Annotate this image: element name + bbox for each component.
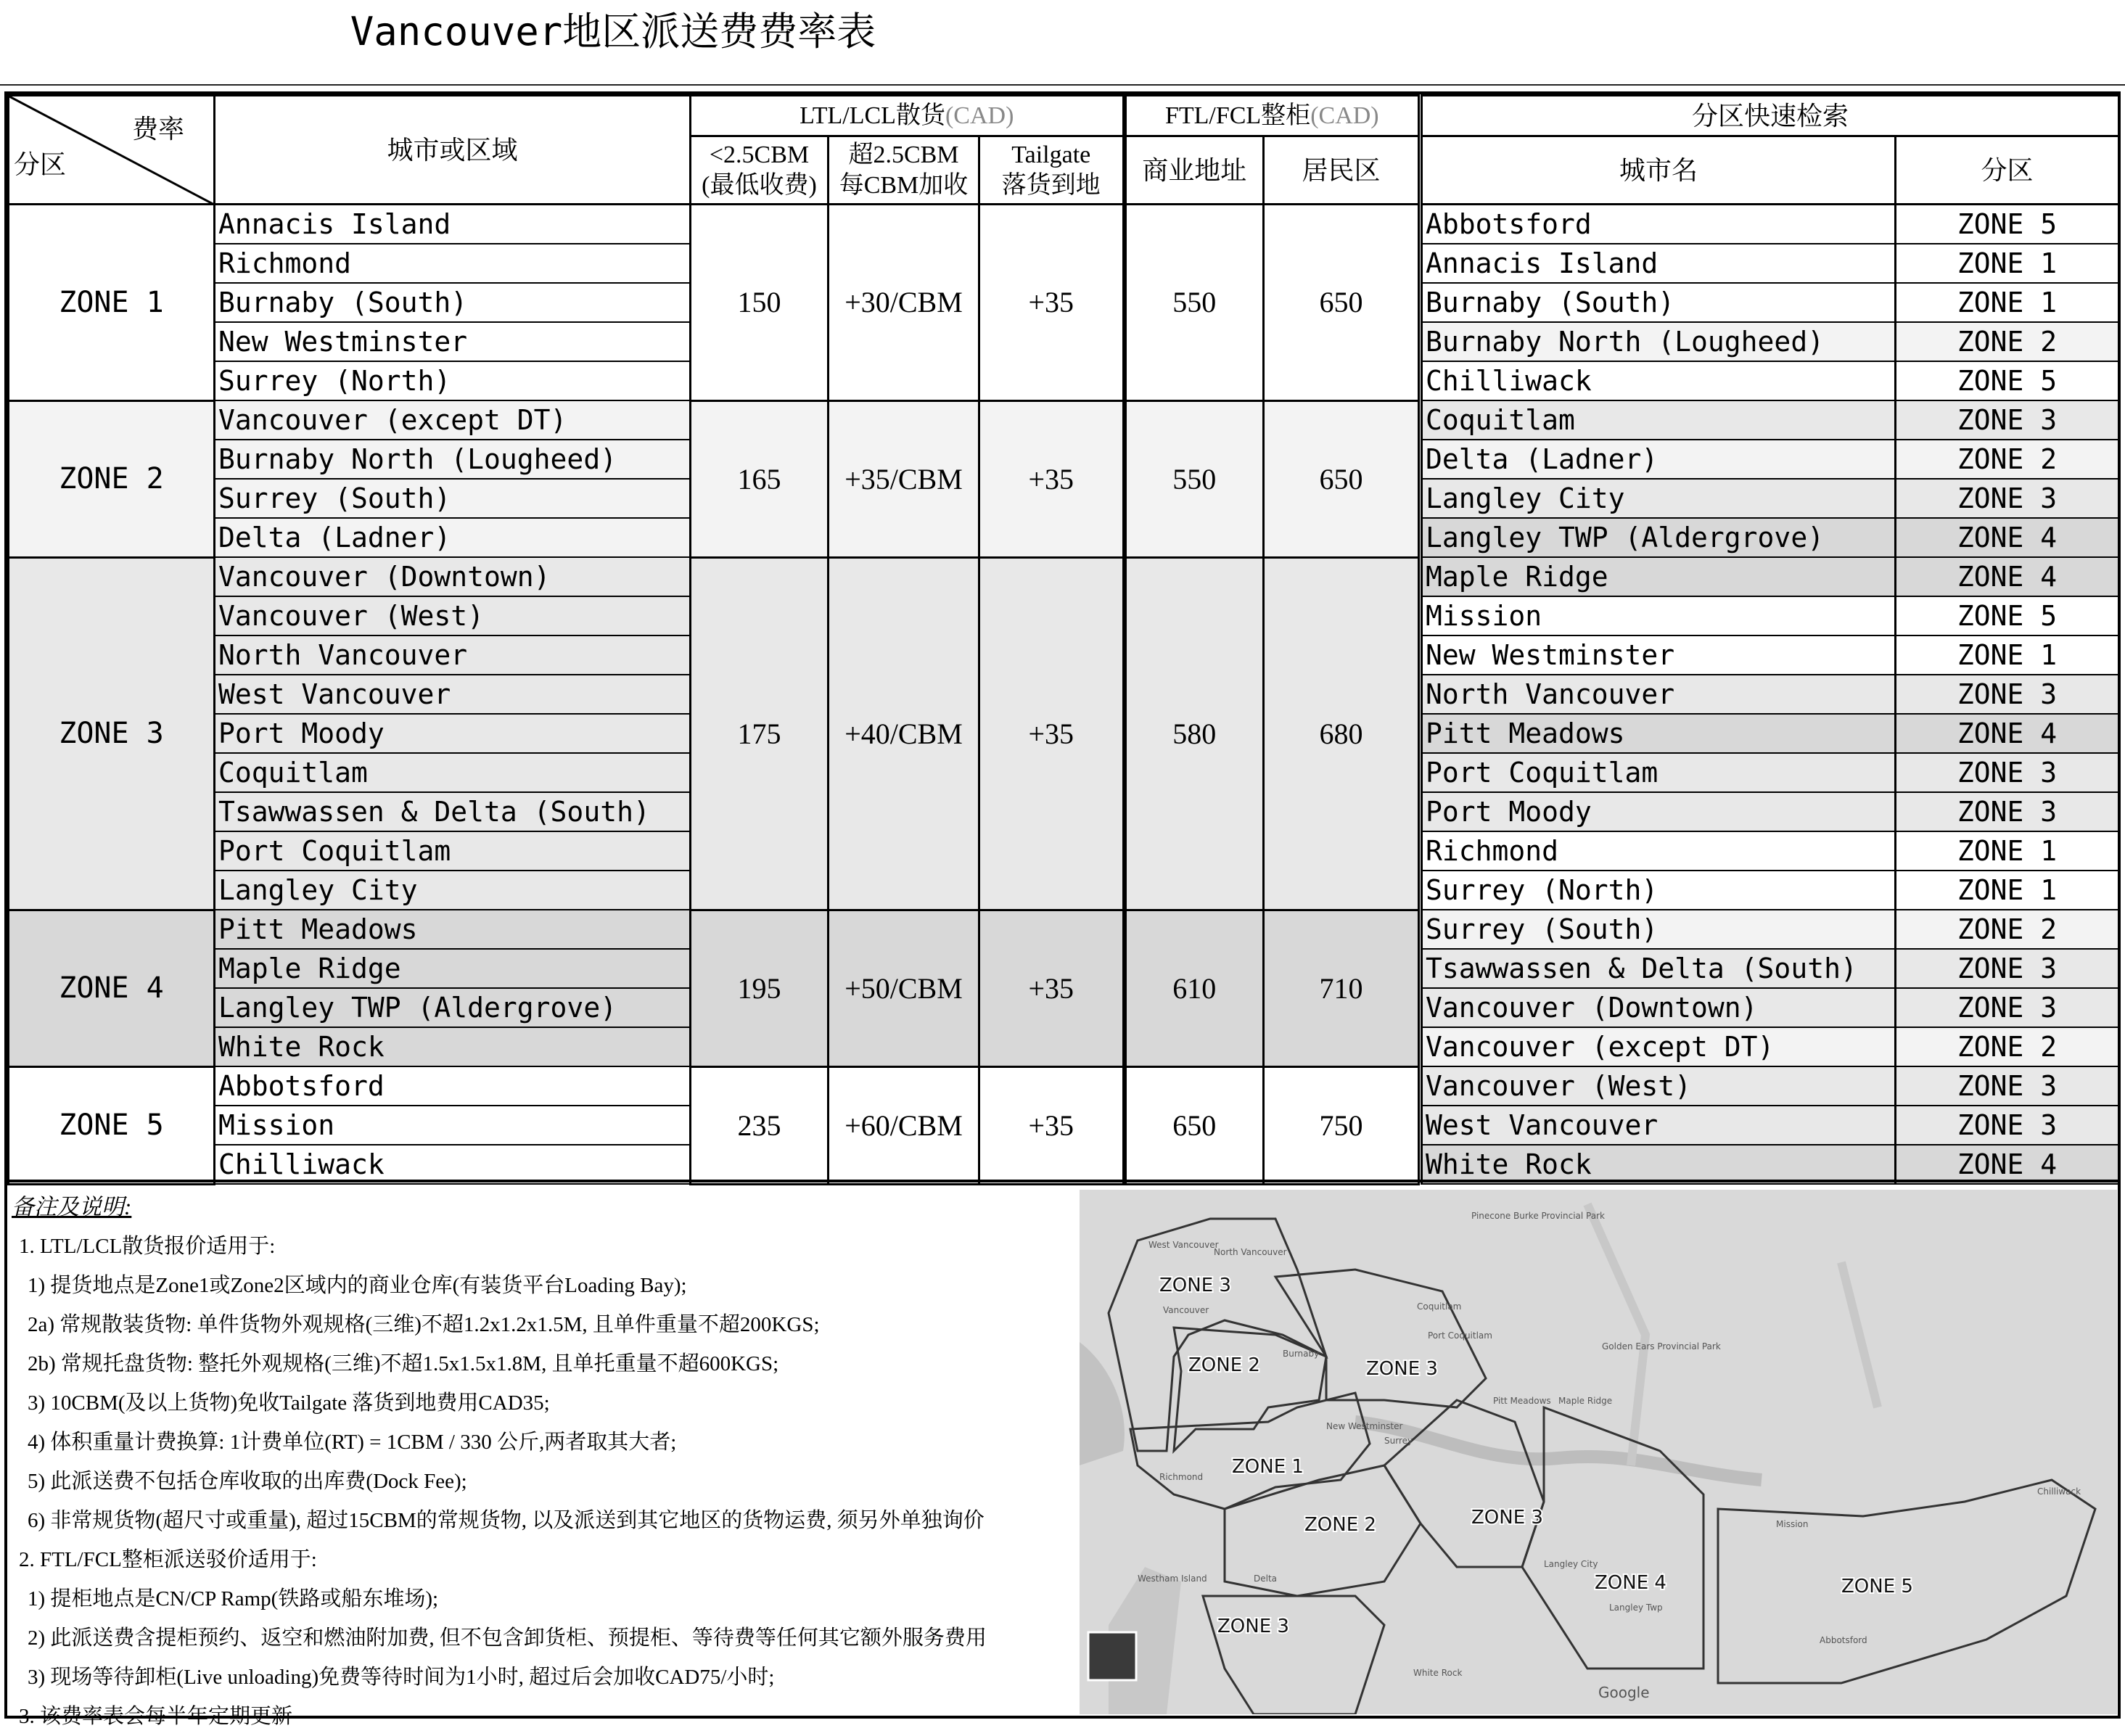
lookup-city: Tsawwassen & Delta (South) <box>1422 949 1896 988</box>
ltl-group-label: LTL/LCL散货 <box>800 102 945 129</box>
lookup-zone: ZONE 3 <box>1896 1066 2119 1106</box>
notes-section <box>9 1184 1075 1728</box>
lookup-city: Vancouver (Downtown) <box>1422 988 1896 1027</box>
lookup-zone: ZONE 3 <box>1896 792 2119 831</box>
lookup-zone: ZONE 4 <box>1896 518 2119 557</box>
lookup-city: Chilliwack <box>1422 361 1896 400</box>
lookup-row <box>1422 831 2119 871</box>
lookup-row <box>1422 714 2119 753</box>
city-cell: Burnaby North (Lougheed) <box>215 440 691 479</box>
lookup-city: Vancouver (except DT) <box>1422 1027 1896 1066</box>
biz-rate: 650 <box>1125 1066 1264 1184</box>
zone-rows <box>9 205 1419 1185</box>
zone-city-row <box>9 1066 1419 1106</box>
lookup-row <box>1422 675 2119 714</box>
lookup-zone: ZONE 3 <box>1896 400 2119 440</box>
map-zone-label: ZONE 4 <box>1595 1572 1666 1594</box>
map-place-label: Pitt Meadows <box>1493 1396 1551 1406</box>
map-zone-label: ZONE 3 <box>1159 1275 1231 1296</box>
map-zone-label: ZONE 2 <box>1188 1354 1260 1376</box>
city-cell: Coquitlam <box>215 753 691 792</box>
city-cell: Annacis Island <box>215 205 691 244</box>
map-zone-label: ZONE 3 <box>1217 1616 1289 1637</box>
map-place-label: Langley City <box>1544 1559 1598 1569</box>
note-line: 1. LTL/LCL散货报价适用于: <box>19 1235 276 1258</box>
map-place-label: White Rock <box>1413 1668 1463 1678</box>
map-place-label: West Vancouver <box>1148 1240 1219 1250</box>
res-rate: 650 <box>1264 400 1419 557</box>
zone-city-row <box>9 910 1419 949</box>
lookup-city: Coquitlam <box>1422 400 1896 440</box>
ftl-group-header <box>1125 96 1419 136</box>
city-cell: Vancouver (West) <box>215 596 691 635</box>
lookup-city: Abbotsford <box>1422 205 1896 244</box>
city-cell: Abbotsford <box>215 1066 691 1106</box>
page-title: Vancouver地区派送费费率表 <box>350 9 876 54</box>
biz-rate: 610 <box>1125 910 1264 1066</box>
lookup-row <box>1422 792 2119 831</box>
map-place-label: New Westminster <box>1326 1421 1403 1431</box>
lookup-city: Langley City <box>1422 479 1896 518</box>
zone-label: ZONE 4 <box>9 910 215 1066</box>
notes-lines <box>9 1227 1075 1736</box>
lookup-row <box>1422 1145 2119 1184</box>
lookup-row <box>1422 949 2119 988</box>
map-place-label: Surrey <box>1384 1436 1413 1446</box>
lookup-row <box>1422 910 2119 949</box>
lookup-zone: ZONE 1 <box>1896 635 2119 675</box>
lookup-row <box>1422 1106 2119 1145</box>
zone-map-svg <box>1080 1190 2117 1714</box>
col-tail-header <box>979 136 1125 205</box>
corner-zone-label: 分区 <box>14 150 67 179</box>
note-line: 3) 现场等待卸柜(Live unloading)免费等待时间为1小时, 超过后会加收CAD75/小时; <box>28 1666 775 1689</box>
map-place-label: Pinecone Burke Provincial Park <box>1471 1211 1605 1221</box>
zone-label: ZONE 3 <box>9 557 215 910</box>
lookup-zone: ZONE 1 <box>1896 831 2119 871</box>
lookup-city: Burnaby North (Lougheed) <box>1422 322 1896 361</box>
zone-city-row <box>9 400 1419 440</box>
lookup-zone: ZONE 4 <box>1896 557 2119 596</box>
zone-city-row <box>9 557 1419 596</box>
lookup-city: Port Coquitlam <box>1422 753 1896 792</box>
notes-divider <box>4 1180 2121 1182</box>
min-charge: 165 <box>691 400 829 557</box>
map-zone-label: ZONE 2 <box>1304 1514 1376 1536</box>
tailgate-charge: +35 <box>979 1066 1125 1184</box>
title-rule <box>0 84 2125 86</box>
map-place-label: Richmond <box>1159 1472 1204 1482</box>
lookup-row <box>1422 283 2119 322</box>
col-over-line2: 每CBM加收 <box>839 171 969 199</box>
lookup-zone: ZONE 1 <box>1896 283 2119 322</box>
lookup-row <box>1422 440 2119 479</box>
map-place-label: Golden Ears Provincial Park <box>1602 1341 1721 1352</box>
lookup-zone: ZONE 3 <box>1896 753 2119 792</box>
ftl-group-label: FTL/FCL整柜 <box>1164 102 1311 129</box>
lookup-row <box>1422 596 2119 635</box>
lookup-zone: ZONE 3 <box>1896 479 2119 518</box>
lookup-zone: ZONE 3 <box>1896 675 2119 714</box>
biz-rate: 550 <box>1125 400 1264 557</box>
col-min-line1: <2.5CBM <box>709 141 810 168</box>
note-line: 6) 非常规货物(超尺寸或重量), 超过15CBM的常规货物, 以及派送到其它地区的货物运费, 须另外单独询价 <box>28 1509 985 1532</box>
ltl-group-header <box>691 96 1125 136</box>
lookup-header: 分区快速检索 <box>1422 96 2119 136</box>
note-line: 2) 此派送费含提柜预约、返空和燃油附加费, 但不包含卸货柜、预提柜、等待费等任何其它额外服务费用 <box>28 1626 987 1650</box>
lookup-zone: ZONE 5 <box>1896 205 2119 244</box>
map-zone-label: ZONE 3 <box>1366 1358 1438 1380</box>
lookup-zone: ZONE 3 <box>1896 1106 2119 1145</box>
city-cell: New Westminster <box>215 322 691 361</box>
satellite-toggle[interactable] <box>1088 1632 1136 1680</box>
note-line: 3) 10CBM(及以上货物)免收Tailgate 落货到地费用CAD35; <box>28 1391 550 1415</box>
lookup-city-header: 城市名 <box>1422 136 1896 205</box>
lookup-zone: ZONE 3 <box>1896 988 2119 1027</box>
corner-rate-label: 费率 <box>131 115 184 144</box>
corner-header <box>9 96 215 205</box>
note-line: 3. 该费率表会每半年定期更新 <box>19 1705 293 1728</box>
over-charge: +50/CBM <box>829 910 979 1066</box>
city-cell: Delta (Ladner) <box>215 518 691 557</box>
note-line: 2. FTL/FCL整柜派送驳价适用于: <box>19 1548 317 1571</box>
map-place-label: Chilliwack <box>2037 1486 2081 1497</box>
lookup-zone-header: 分区 <box>1896 136 2119 205</box>
note-line: 5) 此派送费不包括仓库收取的出库费(Dock Fee); <box>28 1470 467 1493</box>
map-zone-label: ZONE 3 <box>1471 1507 1543 1529</box>
zone-map <box>1080 1190 2117 1714</box>
lookup-city: Surrey (South) <box>1422 910 1896 949</box>
over-charge: +40/CBM <box>829 557 979 910</box>
min-charge: 150 <box>691 205 829 401</box>
zone-label: ZONE 2 <box>9 400 215 557</box>
city-cell: North Vancouver <box>215 635 691 675</box>
lookup-city: Surrey (North) <box>1422 871 1896 910</box>
res-rate: 750 <box>1264 1066 1419 1184</box>
lookup-city: Delta (Ladner) <box>1422 440 1896 479</box>
lookup-city: Pitt Meadows <box>1422 714 1896 753</box>
lookup-city: North Vancouver <box>1422 675 1896 714</box>
map-place-label: Delta <box>1254 1573 1278 1584</box>
biz-rate: 580 <box>1125 557 1264 910</box>
biz-rate: 550 <box>1125 205 1264 401</box>
lookup-zone: ZONE 4 <box>1896 1145 2119 1184</box>
lookup-zone: ZONE 5 <box>1896 361 2119 400</box>
lookup-zone: ZONE 4 <box>1896 714 2119 753</box>
map-place-label: Abbotsford <box>1820 1635 1867 1645</box>
lookup-city: New Westminster <box>1422 635 1896 675</box>
lookup-zone: ZONE 1 <box>1896 244 2119 283</box>
notes-heading: 备注及说明: <box>12 1194 132 1219</box>
lookup-row <box>1422 400 2119 440</box>
lookup-row <box>1422 635 2119 675</box>
lookup-row <box>1422 244 2119 283</box>
lookup-row <box>1422 1066 2119 1106</box>
zone-city-row <box>9 205 1419 244</box>
lookup-city: Vancouver (West) <box>1422 1066 1896 1106</box>
city-cell: Vancouver (Downtown) <box>215 557 691 596</box>
map-place-label: Vancouver <box>1163 1305 1209 1315</box>
lookup-row <box>1422 518 2119 557</box>
note-line: 1) 提柜地点是CN/CP Ramp(铁路或船东堆场); <box>28 1587 439 1610</box>
lookup-city: Port Moody <box>1422 792 1896 831</box>
city-cell: Richmond <box>215 244 691 283</box>
lookup-row <box>1422 988 2119 1027</box>
lookup-city: Richmond <box>1422 831 1896 871</box>
city-cell: Tsawwassen & Delta (South) <box>215 792 691 831</box>
city-cell: Langley City <box>215 871 691 910</box>
city-cell: Chilliwack <box>215 1145 691 1184</box>
tailgate-charge: +35 <box>979 400 1125 557</box>
city-cell: Port Coquitlam <box>215 831 691 871</box>
lookup-zone: ZONE 2 <box>1896 1027 2119 1066</box>
note-line: 2a) 常规散装货物: 单件货物外观规格(三维)不超1.2x1.2x1.5M, 且单件重量不超200KGS; <box>28 1313 820 1336</box>
city-cell: Surrey (North) <box>215 361 691 400</box>
city-cell: White Rock <box>215 1027 691 1066</box>
min-charge: 175 <box>691 557 829 910</box>
lookup-city: Langley TWP (Aldergrove) <box>1422 518 1896 557</box>
city-cell: Mission <box>215 1106 691 1145</box>
lookup-row <box>1422 479 2119 518</box>
col-res-header: 居民区 <box>1264 136 1419 205</box>
over-charge: +60/CBM <box>829 1066 979 1184</box>
map-place-label: Google <box>1598 1684 1650 1701</box>
city-cell: West Vancouver <box>215 675 691 714</box>
note-line: 4) 体积重量计费换算: 1计费单位(RT) = 1CBM / 330 公斤,两者取其大者; <box>28 1431 677 1454</box>
lookup-row <box>1422 322 2119 361</box>
lookup-zone: ZONE 3 <box>1896 949 2119 988</box>
tailgate-charge: +35 <box>979 557 1125 910</box>
lookup-row <box>1422 753 2119 792</box>
lookup-zone: ZONE 5 <box>1896 596 2119 635</box>
col-biz-header: 商业地址 <box>1125 136 1264 205</box>
lookup-city: Mission <box>1422 596 1896 635</box>
min-charge: 235 <box>691 1066 829 1184</box>
city-cell: Surrey (South) <box>215 479 691 518</box>
map-place-label: Mission <box>1776 1519 1809 1529</box>
ltl-unit: (CAD) <box>945 102 1014 129</box>
res-rate: 650 <box>1264 205 1419 401</box>
lookup-city: Annacis Island <box>1422 244 1896 283</box>
note-line: 2b) 常规托盘货物: 整托外观规格(三维)不超1.5x1.5x1.8M, 且单托重量不超600KGS; <box>28 1352 779 1375</box>
map-place-label: Port Coquitlam <box>1428 1330 1492 1341</box>
city-cell: Burnaby (South) <box>215 283 691 322</box>
lookup-zone: ZONE 2 <box>1896 440 2119 479</box>
col-min-line2: (最低收费) <box>702 171 817 199</box>
ftl-unit: (CAD) <box>1310 102 1379 129</box>
city-cell: Langley TWP (Aldergrove) <box>215 988 691 1027</box>
zone-lookup-table <box>1421 94 2120 1185</box>
map-place-label: Coquitlam <box>1417 1301 1462 1312</box>
col-tail-line2: 落货到地 <box>1001 171 1101 199</box>
col-over-header <box>829 136 979 205</box>
city-cell: Port Moody <box>215 714 691 753</box>
lookup-row <box>1422 205 2119 244</box>
lookup-city: West Vancouver <box>1422 1106 1896 1145</box>
lookup-zone: ZONE 2 <box>1896 910 2119 949</box>
lookup-row <box>1422 361 2119 400</box>
lookup-city: Maple Ridge <box>1422 557 1896 596</box>
min-charge: 195 <box>691 910 829 1066</box>
map-place-label: Maple Ridge <box>1558 1396 1613 1406</box>
zone-label: ZONE 1 <box>9 205 215 401</box>
lookup-row <box>1422 557 2119 596</box>
lookup-zone: ZONE 2 <box>1896 322 2119 361</box>
map-zone-label: ZONE 5 <box>1841 1576 1913 1597</box>
note-line: 1) 提货地点是Zone1或Zone2区域内的商业仓库(有装货平台Loading Bay); <box>28 1274 687 1297</box>
over-charge: +35/CBM <box>829 400 979 557</box>
col-tail-line1: Tailgate <box>1011 141 1091 168</box>
col-min-header <box>691 136 829 205</box>
zone-label: ZONE 5 <box>9 1066 215 1184</box>
over-charge: +30/CBM <box>829 205 979 401</box>
rate-table <box>7 94 1420 1185</box>
res-rate: 710 <box>1264 910 1419 1066</box>
lookup-row <box>1422 871 2119 910</box>
tailgate-charge: +35 <box>979 205 1125 401</box>
city-cell: Pitt Meadows <box>215 910 691 949</box>
col-over-line1: 超2.5CBM <box>848 141 959 168</box>
tailgate-charge: +35 <box>979 910 1125 1066</box>
city-cell: Vancouver (except DT) <box>215 400 691 440</box>
lookup-city: Burnaby (South) <box>1422 283 1896 322</box>
map-place-label: Westham Island <box>1138 1573 1207 1584</box>
map-place-label: Langley Twp <box>1609 1603 1663 1613</box>
map-place-label: Burnaby <box>1283 1349 1320 1359</box>
lookup-row <box>1422 1027 2119 1066</box>
res-rate: 680 <box>1264 557 1419 910</box>
city-header: 城市或区域 <box>215 96 691 205</box>
lookup-city: White Rock <box>1422 1145 1896 1184</box>
map-zone-label: ZONE 1 <box>1232 1456 1304 1478</box>
lookup-zone: ZONE 1 <box>1896 871 2119 910</box>
map-place-label: North Vancouver <box>1214 1247 1287 1257</box>
city-cell: Maple Ridge <box>215 949 691 988</box>
lookup-rows <box>1422 205 2119 1185</box>
